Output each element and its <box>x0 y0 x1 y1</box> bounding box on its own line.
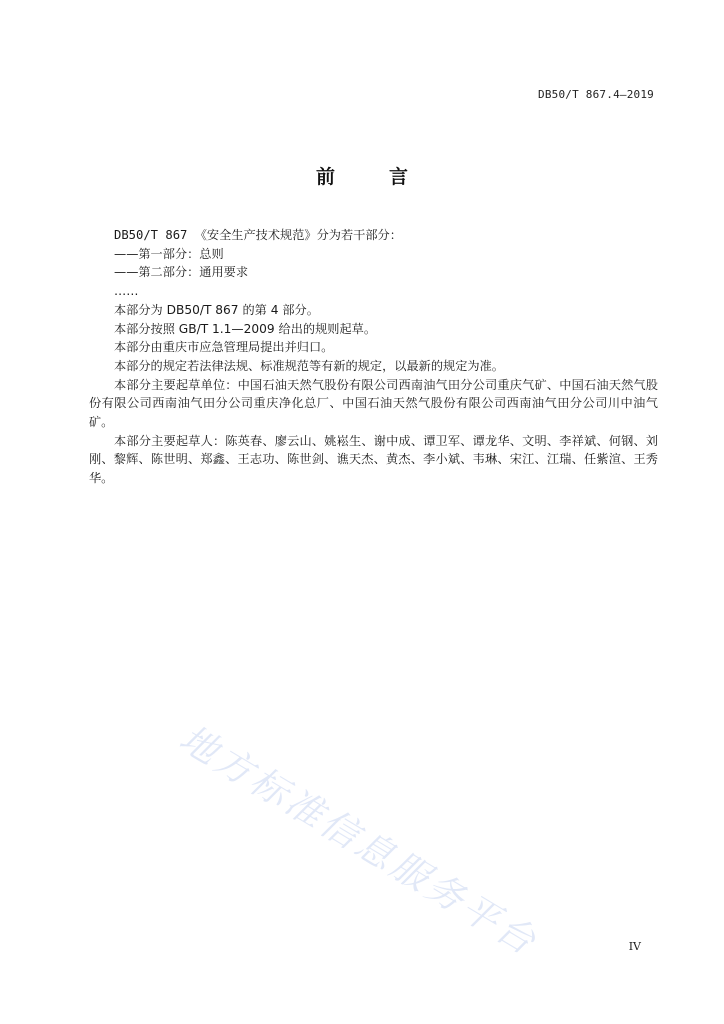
paragraph-drafting-rules: 本部分按照 GB/T 1.1—2009 给出的规则起草。 <box>114 321 377 336</box>
standard-code: DB50/T 867.4—2019 <box>538 88 654 101</box>
page-number: IV <box>628 940 641 953</box>
foreword-body <box>89 226 658 488</box>
paragraph-part-number: 本部分为 DB50/T 867 的第 4 部分。 <box>114 302 319 317</box>
paragraph-regulation-note: 本部分的规定若法律法规、标准规范等有新的规定，以最新的规定为准。 <box>114 358 504 373</box>
list-item-part-2: ——第二部分：通用要求 <box>114 265 249 280</box>
title-char-1: 前 <box>315 166 335 188</box>
watermark: 地方标准信息服务平台 <box>172 716 546 965</box>
paragraph-drafting-units: 本部分主要起草单位：中国石油天然气股份有限公司西南油气田分公司重庆气矿、中国石油天然气股份有限公司西南油气田分公司重庆净化总厂、中国石油天然气股份有限公司西南油气田分公司川中油气矿。 <box>89 377 658 430</box>
paragraph-parts-intro: DB50/T 867 《安全生产技术规范》分为若干部分： <box>114 228 402 242</box>
paragraph-drafters: 本部分主要起草人：陈英春、廖云山、姚崧生、谢中成、谭卫军、谭龙华、文明、李祥斌、何钢、刘刚、黎辉、陈世明、郑鑫、王志功、陈世剑、谯天杰、黄杰、李小斌、韦琳、宋江、江瑞、任紫渲、王秀华。 <box>89 433 658 486</box>
paragraph-proposer: 本部分由重庆市应急管理局提出并归口。 <box>114 340 334 355</box>
page-title <box>0 162 724 189</box>
title-char-2: 言 <box>389 166 409 188</box>
list-ellipsis: …… <box>114 284 139 299</box>
list-item-part-1: ——第一部分：总则 <box>114 246 224 261</box>
